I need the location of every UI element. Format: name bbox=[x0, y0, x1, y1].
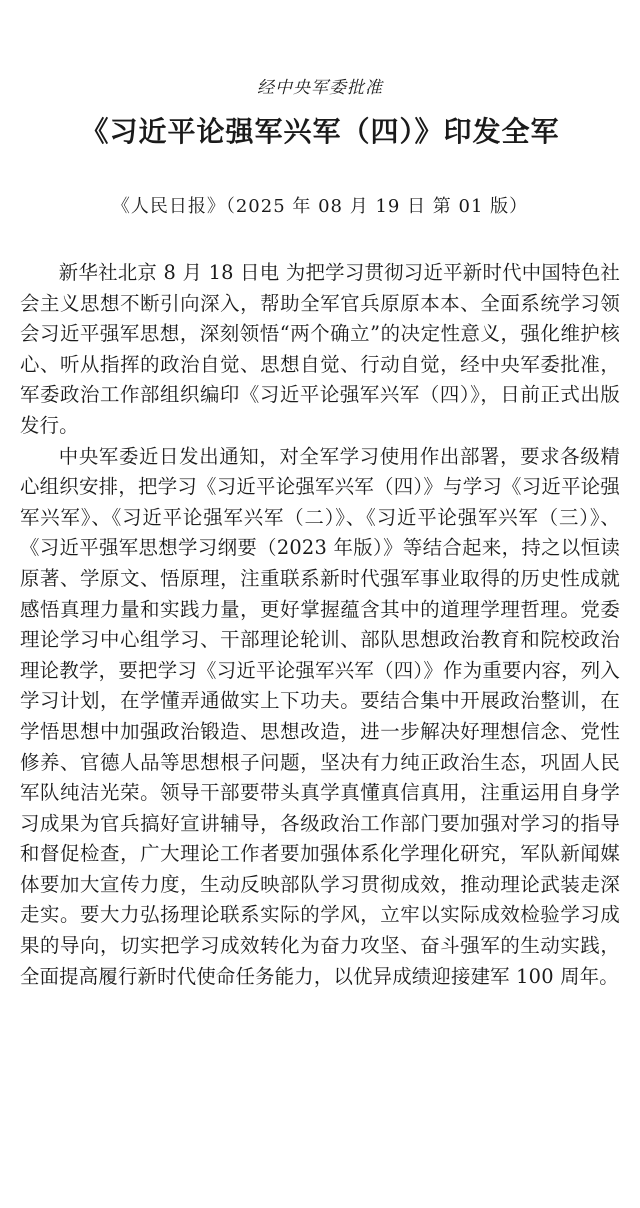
article-paragraph-2: 中央军委近日发出通知，对全军学习使用作出部署，要求各级精心组织安排，把学习《习近平论强军兴军（四）》与学习《习近平论强军兴军》、《习近平论强军兴军（二）》、《习近平论强军兴军（三）》、《习近平强军思想学习纲要（2023 年版）》等结合起来，持之以恒读原著、学原文、悟原理，注重联系新时代强军事业取得的历史性成就感悟真理力量和实践力量，更好掌握蕴含其中的道理学理哲理。党委理论学习中心组学习、干部理论轮训、部队思想政治教育和院校政治理论教学，要把学习《习近平论强军兴军（四）》作为重要内容，列入学习计划，在学懂弄通做实上下功夫。要结合集中开展政治整训，在学悟思想中加强政治锻造、思想改造，进一步解决好理想信念、党性修养、官德人品等思想根子问题，坚决有力纯正政治生态，巩固人民军队纯洁光荣。领导干部要带头真学真懂真信真用，注重运用自身学习成果为官兵搞好宣讲辅导，各级政治工作部门要加强对学习的指导和督促检查，广大理论工作者要加强体系化学理化研究，军队新闻媒体要加大宣传力度，生动反映部队学习贯彻成效，推动理论武装走深走实。要大力弘扬理论联系实际的学风，立牢以实际成效检验学习成果的导向，切实把学习成效转化为奋力攻坚、奋斗强军的生动实践，全面提高履行新时代使命任务能力，以优异成绩迎接建军 100 周年。 bbox=[20, 444, 620, 988]
article-body bbox=[20, 258, 620, 992]
article-kicker: 经中央军委批准 bbox=[257, 78, 383, 98]
article-source-line: 《人民日报》（2025 年 08 月 19 日 第 01 版） bbox=[111, 196, 529, 217]
article-headline: 《习近平论强军兴军（四）》印发全军 bbox=[80, 115, 560, 148]
article-paragraph-1: 新华社北京 8 月 18 日电 为把学习贯彻习近平新时代中国特色社会主义思想不断引向深入，帮助全军官兵原原本本、全面系统学习领会习近平强军思想，深刻领悟“两个确立”的决定性意义，强化维护核心、听从指挥的政治自觉、思想自觉、行动自觉，经中央军委批准，军委政治工作部组织编印《习近平论强军兴军（四）》，日前正式出版发行。 bbox=[20, 261, 620, 437]
